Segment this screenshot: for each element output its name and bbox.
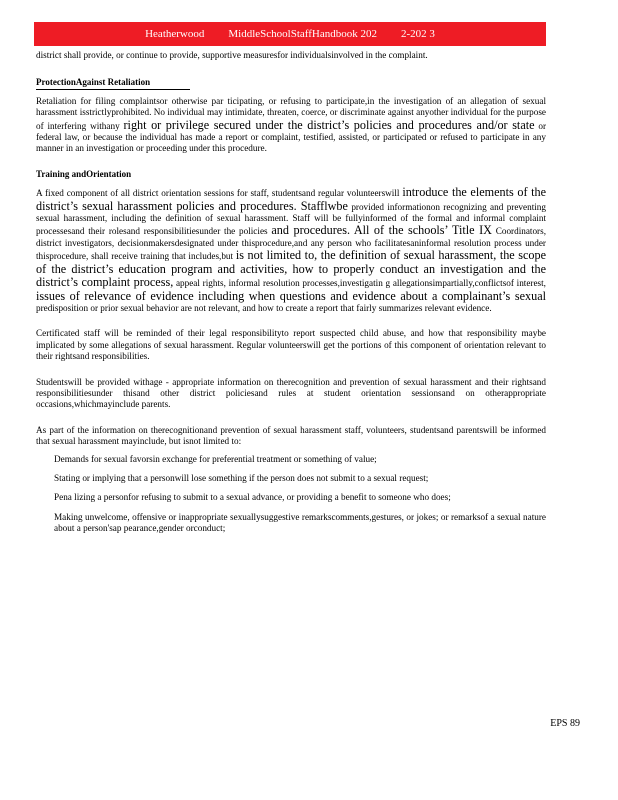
training-p1-a: A fixed component of all district orientation sessions for staff, studentsand regular volunteerswill <box>36 188 400 199</box>
list-item <box>36 454 546 465</box>
protection-text-big: right or privilege secured under the district’s policies and procedures and/or state <box>123 117 535 132</box>
page-header <box>34 22 546 46</box>
training-p1-e: predisposition or prior sexual behavior are not relevant, and how to create a report that fairly summarizes relevant evidence. <box>36 302 492 313</box>
page-footer: EPS 89 <box>550 718 580 729</box>
list-item-text: Making unwelcome, offensive or inappropriate sexuallysuggestive remarkscomments,gestures, or jokes; or remarksof a sexual nature about a person'sap pearance,gender orconduct; <box>54 511 546 534</box>
bullet-marker-icon <box>36 473 54 484</box>
protection-text-b: or federal law, or because the individual has made a report or complaint, testified, assisted, or participated or refused to participate in any manner in an investigation or proceeding under this procedure. <box>36 120 547 154</box>
protection-paragraph <box>36 96 546 155</box>
protection-text-a: Retaliation for filing complaintsor otherwise par ticipating, or refusing to participate,in the investigation of an allegation of sexual harassment isstrictlyprohibited. No individual may intimidate, threaten, coerce, or discriminate against anyother individual for the purpose of interfering withany <box>36 95 546 131</box>
training-p1-b: provided informationon recognizing and preventing sexual harassment, including the definition of sexual harassment. Staff will be fullyinformed of the formal and informal complaint processesand their rolesand responsibilitiesunder the policies <box>36 201 546 237</box>
training-heading: Training andOrientation <box>36 168 132 179</box>
training-p1-big3: is not limited to, the definition of sexual harassment, the scope of the district’s education program and activities, how to properly conduct an investigation and the district’s complaint process, <box>36 248 546 290</box>
training-paragraph-4: As part of the information on therecognitionand prevention of sexual harassment staff, volunteers, studentsand parentswill be informed that sexual harassment mayinclude, but isnot limited to: <box>36 424 546 447</box>
training-p1-big2: and procedures. All of the schools’ Title IX <box>271 223 492 238</box>
list-item-text: Stating or implying that a personwill lose something if the person does not submit to a sexual request; <box>54 472 429 483</box>
training-paragraph-3: Studentswill be provided withage - appropriate information on therecognition and prevention of sexual harassment and their rightsand responsibilitiesunder thisand other district policiesand rules at student orientation sessionsand on otherappropriate occasions,whichmayinclude parents. <box>36 376 546 410</box>
training-p1-big1: introduce the elements of the district’s sexual harassment policies and procedures. Stafflwbe <box>36 185 546 213</box>
list-item <box>36 473 546 484</box>
document-body <box>36 50 546 543</box>
protection-heading: ProtectionAgainst Retaliation <box>36 77 190 89</box>
bullet-marker-icon <box>36 492 54 503</box>
bullet-marker-icon <box>36 512 54 535</box>
list-item <box>36 492 546 503</box>
list-item <box>36 512 546 535</box>
header-year: 2-202 3 <box>400 28 435 40</box>
training-paragraph-1 <box>36 186 546 314</box>
training-paragraph-2: Certificated staff will be reminded of their legal responsibilityto report suspected child abuse, and how that responsibility maybe implicated by some allegations of sexual harassment. Regular volunteerswill get the portions of this component of orientation relevant to their rightsand responsibilities. <box>36 328 546 362</box>
training-p1-d: appeal rights, informal resolution processes,investigatin g allegationsimpartially,conflictsof interest, <box>175 278 546 289</box>
training-p1-c: Coordinators, district investigators, decisionmakersdesignated under thisprocedure,and any person who facilitatesaninformal resolution process under thisprocedure, shall receive training that includes,but <box>36 226 546 262</box>
bullet-marker-icon <box>36 454 54 465</box>
header-title: MiddleSchoolStaffHandbook 202 <box>228 28 377 40</box>
list-item-text: Demands for sexual favorsin exchange for preferential treatment or something of value; <box>54 453 377 464</box>
harassment-examples-list <box>36 454 546 535</box>
training-p1-big4: issues of relevance of evidence including when questions and evidence about a complainant’s sexual <box>36 288 546 303</box>
intro-paragraph: district shall provide, or continue to provide, supportive measuresfor individualsinvolved in the complaint. <box>36 50 428 60</box>
header-school: Heatherwood <box>145 28 205 40</box>
list-item-text: Pena lizing a personfor refusing to submit to a sexual advance, or providing a benefit to someone who does; <box>54 492 451 503</box>
